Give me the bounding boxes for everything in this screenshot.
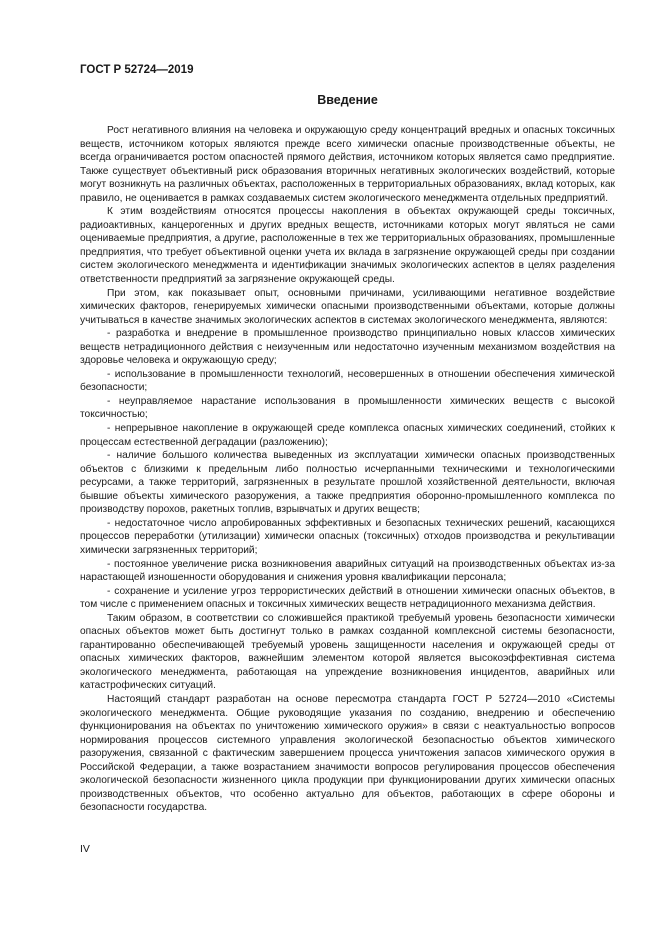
paragraph: Настоящий стандарт разработан на основе пересмотра стандарта ГОСТ Р 52724—2010 «Системы экологического менеджмента. Общие руководящие указания по созданию, внедрению и обеспечению функционирования на объектах по уничтожению химического оружия» в связи с неактуальностью вопросов нормирования процессов системного управления экологической безопасностью объектов химического разоружения, связанной с фактическим завершением процесса уничтожения запасов химического оружия в Российской Федерации, а также возрастанием значимости вопросов регулирования процессов обеспечения экологической безопасности жизненного цикла продукции при функционировании других химически опасных производственных объектов, что особенно актуально для объектов, работающих в сфере обороны и безопасности государства.	[80, 693, 615, 814]
list-item: - неуправляемое нарастание использования в промышленности химических веществ с высокой токсичностью;	[80, 395, 615, 421]
paragraph: Таким образом, в соответствии со сложившейся практикой требуемый уровень безопасности химически опасных объектов может быть достигнут только в рамках созданной комплексной системы безопасности, гарантированно обеспечивающей требуемый уровень защищенности населения и окружающей среды от опасных химических факторов, важнейшим элементом которой является высокоэффективная система экологического менеджмента, работающая на упреждение возникновения инцидентов, аварийных или катастрофических ситуаций.	[80, 612, 615, 692]
list-item: - наличие большого количества выведенных из эксплуатации химически опасных производственных объектов с близкими к предельным либо полностью исчерпанными техническими и технологическими ресурсами, а также территорий, загрязненных в результате прошлой хозяйственной деятельности, включая бывшие объекты химического разоружения, а также предприятия оборонно-промышленного комплекса по производству порохов, ракетных топлив, взрывчатых и других веществ;	[80, 450, 615, 516]
list-item: - постоянное увеличение риска возникновения аварийных ситуаций на производственных объектах из-за нарастающей изношенности оборудования и снижения уровня квалификации персонала;	[80, 558, 615, 584]
list-item: - непрерывное накопление в окружающей среде комплекса опасных химических соединений, стойких к процессам естественной деградации (разложению);	[80, 423, 615, 448]
list-item: - использование в промышленности технологий, несовершенных в отношении обеспечения химической безопасности;	[80, 368, 615, 394]
paragraph: К этим воздействиям относятся процессы накопления в объектах окружающей среды токсичных, радиоактивных, канцерогенных и других вредных веществ, источниками которых могут являться не сами оцениваемые предприятия, а другие, расположенные в тех же территориальных образованиях, промышленные предприятия, что требует объективной оценки учета их вклада в загрязнение окружающей среды при создании систем экологического менеджмента и идентификации значимых экологических аспектов в целях разделения ответственности предприятий за загрязнение окружающей среды.	[80, 206, 615, 286]
page-number: IV	[80, 843, 90, 855]
paragraph: При этом, как показывает опыт, основными причинами, усиливающими негативное воздействие химических факторов, генерируемых химически опасными производственными объектами, которые должны учитываться в качестве значимых экологических аспектов в системах экологического менеджмента, являются:	[80, 287, 615, 326]
paragraph: Рост негативного влияния на человека и окружающую среду концентраций вредных и опасных токсичных веществ, источником которых являются прежде всего химически опасные производственные объекты, не всегда ограничивается ростом опасностей прямого действия, источником которых является само предприятие. Также существует объективный риск образования вторичных негативных экологических воздействий, которые могут возникнуть на различных объектах, расположенных в территориальных образованиях, вклад которых, как правило, не оценивается в рамках создаваемых систем экологического менеджмента отдельных предприятий.	[80, 125, 615, 204]
document-body	[80, 124, 615, 815]
section-title: Введение	[317, 93, 378, 107]
list-item: - недостаточное число апробированных эффективных и безопасных технических решений, касающихся процессов переработки (утилизации) химически опасных (токсичных) отходов производства и рекультивации химически загрязненных территорий;	[80, 517, 615, 556]
list-item: - разработка и внедрение в промышленное производство принципиально новых классов химических веществ нетрадиционного действия с неизученным или недостаточно изученным механизмом воздействия на здоровье человека и окружающую среду;	[80, 328, 615, 367]
list-item: - сохранение и усиление угроз террористических действий в отношении химически опасных объектов, в том числе с применением опасных и токсичных химических веществ нетрадиционного механизма действия.	[80, 585, 615, 611]
document-header: ГОСТ Р 52724—2019	[80, 64, 194, 76]
